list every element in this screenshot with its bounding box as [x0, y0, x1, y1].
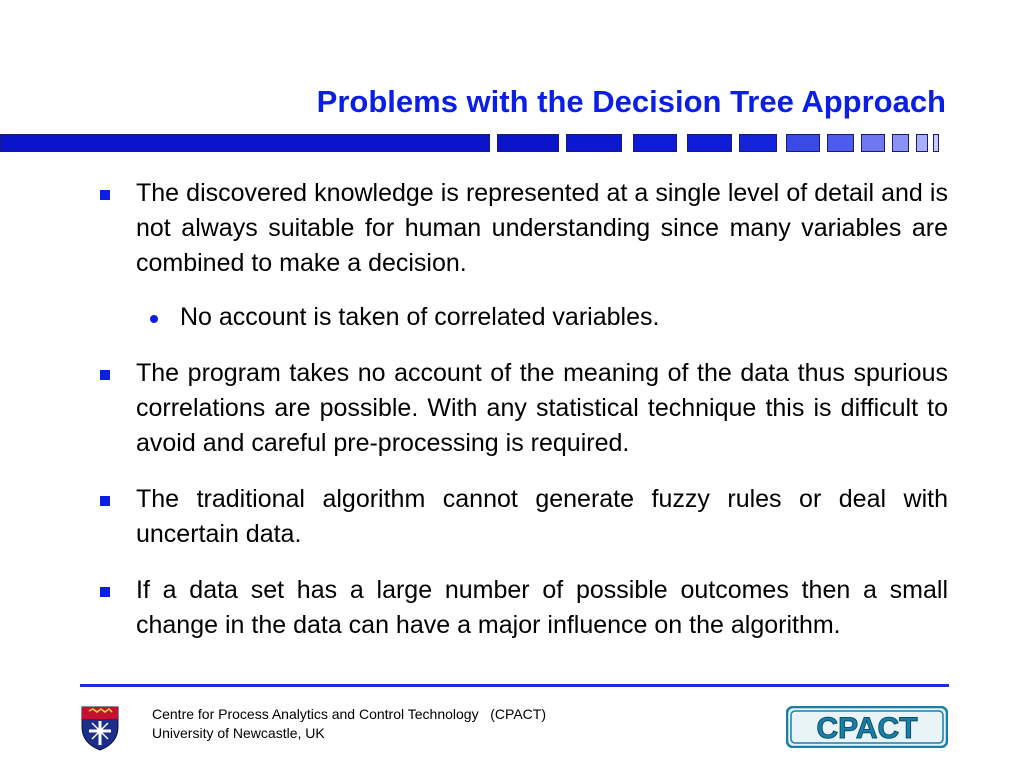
- cpact-logo-icon: [786, 706, 948, 748]
- university-crest-icon: [79, 701, 121, 751]
- square-bullet-icon: [100, 190, 110, 200]
- bullet-list: [96, 176, 948, 664]
- list-item: [96, 176, 948, 281]
- list-item: [96, 482, 948, 552]
- square-bullet-icon: [100, 496, 110, 506]
- bullet-text: The traditional algorithm cannot generate fuzzy rules or deal with uncertain data.: [136, 485, 948, 548]
- slide-title: Problems with the Decision Tree Approach: [316, 84, 946, 119]
- square-bullet-icon: [100, 587, 110, 597]
- footer-divider: [80, 684, 949, 687]
- footer-text: [152, 705, 546, 743]
- bullet-text: The discovered knowledge is represented at a single level of detail and is not always suitable for human understanding since many variables are combined to make a decision.: [136, 179, 948, 277]
- sub-list-item: [180, 300, 948, 335]
- round-bullet-icon: [150, 315, 158, 323]
- footer-university: University of Newcastle, UK: [152, 725, 325, 741]
- sub-bullet-text: No account is taken of correlated variables.: [180, 303, 660, 331]
- square-bullet-icon: [100, 370, 110, 380]
- footer-institution: Centre for Process Analytics and Control Technology (CPACT): [152, 706, 546, 722]
- list-item: [96, 573, 948, 643]
- cpact-logo-text: CPACT: [816, 712, 918, 745]
- list-item: [96, 356, 948, 461]
- bullet-text: The program takes no account of the meaning of the data thus spurious correlations are possible. With any statistical technique this is difficult to avoid and careful pre-processing is required.: [136, 359, 948, 457]
- bullet-text: If a data set has a large number of possible outcomes then a small change in the data can have a major influence on the algorithm.: [136, 576, 948, 639]
